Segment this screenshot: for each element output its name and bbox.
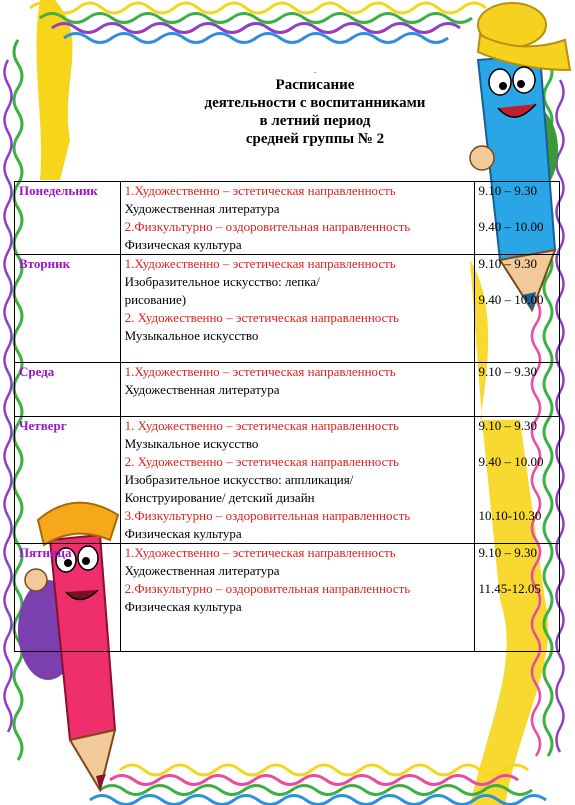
day-cell: Четверг [15, 417, 121, 544]
activity-line: Изобразительное искусство: лепка/ [124, 274, 320, 289]
schedule-row [15, 255, 560, 363]
time-cell [474, 363, 559, 417]
title-line-2: деятельности с воспитанниками [204, 95, 426, 111]
direction-line: 1.Художественно – эстетическая направленность [124, 256, 396, 271]
activity-line: Физическая культура [124, 526, 242, 541]
time-spacer [479, 273, 559, 291]
activity-cell [120, 182, 474, 255]
activity-cell [120, 363, 474, 417]
time-cell [474, 182, 559, 255]
time-spacer [479, 562, 559, 580]
activity-line: Физическая культура [124, 599, 242, 614]
direction-line: 1.Художественно – эстетическая направленность [124, 545, 396, 560]
time-slot: 9.10 – 9.30 [478, 418, 538, 433]
activity-line: Изобразительное искусство: аппликация/ [124, 472, 354, 487]
day-cell: Пятница [15, 544, 121, 652]
title-line-4: средней группы № 2 [245, 131, 385, 147]
direction-line: 2. Художественно – эстетическая направленность [124, 310, 399, 325]
time-slot: 9.10 – 9.30 [478, 183, 538, 198]
day-cell: Среда [15, 363, 121, 417]
activity-line: Художественная литература [124, 382, 280, 397]
activity-line: рисование) [124, 292, 187, 307]
activity-cell [120, 544, 474, 652]
direction-line: 2.Физкультурно – оздоровительная направленность [124, 581, 411, 596]
activity-line: Музыкальное искусство [124, 436, 259, 451]
title-line-1: Расписание [275, 77, 355, 93]
time-slot: 9.40 – 10.00 [478, 454, 544, 469]
direction-line: 2.Физкультурно – оздоровительная направленность [124, 219, 411, 234]
title-line-3: в летний период [259, 113, 371, 129]
bottom-wave-yellow [120, 765, 528, 775]
time-spacer [479, 471, 559, 489]
schedule-row [15, 363, 560, 417]
activity-cell [120, 417, 474, 544]
time-cell [474, 255, 559, 363]
schedule-row [15, 544, 560, 652]
time-spacer [479, 200, 559, 218]
time-slot: 10.10-10.30 [478, 508, 542, 523]
day-cell: Понедельник [15, 182, 121, 255]
time-cell [474, 544, 559, 652]
activity-cell [120, 255, 474, 363]
document-title [170, 66, 460, 148]
time-slot: 9.10 – 9.30 [478, 256, 538, 271]
direction-line: 1.Художественно – эстетическая направленность [124, 364, 396, 379]
time-slot: 11.45-12.05 [478, 581, 541, 596]
schedule-table [14, 181, 560, 652]
time-spacer [479, 435, 559, 453]
activity-line: Физическая культура [124, 237, 242, 252]
time-slot: 9.40 – 10.00 [478, 219, 544, 234]
schedule-row [15, 417, 560, 544]
time-slot: 9.40 – 10.00 [478, 292, 544, 307]
activity-line: Художественная литература [124, 201, 280, 216]
time-cell [474, 417, 559, 544]
schedule-row [15, 182, 560, 255]
activity-line: Музыкальное искусство [124, 328, 259, 343]
direction-line: 1. Художественно – эстетическая направленность [124, 418, 399, 433]
top-wave-blue [64, 34, 448, 43]
direction-line: 3.Физкультурно – оздоровительная направленность [124, 508, 411, 523]
activity-line: Художественная литература [124, 563, 280, 578]
direction-line: 2. Художественно – эстетическая направленность [124, 454, 399, 469]
bottom-wave-green [100, 786, 532, 795]
top-wave-purple [52, 24, 460, 33]
day-cell: Вторник [15, 255, 121, 363]
activity-line: Конструирование/ детский дизайн [124, 490, 315, 505]
title-dot: . [314, 66, 316, 75]
time-slot: 9.10 – 9.30 [478, 364, 538, 379]
time-slot: 9.10 – 9.30 [478, 545, 538, 560]
bottom-wave-pink [110, 776, 518, 785]
time-spacer [479, 489, 559, 507]
direction-line: 1.Художественно – эстетическая направленность [124, 183, 396, 198]
